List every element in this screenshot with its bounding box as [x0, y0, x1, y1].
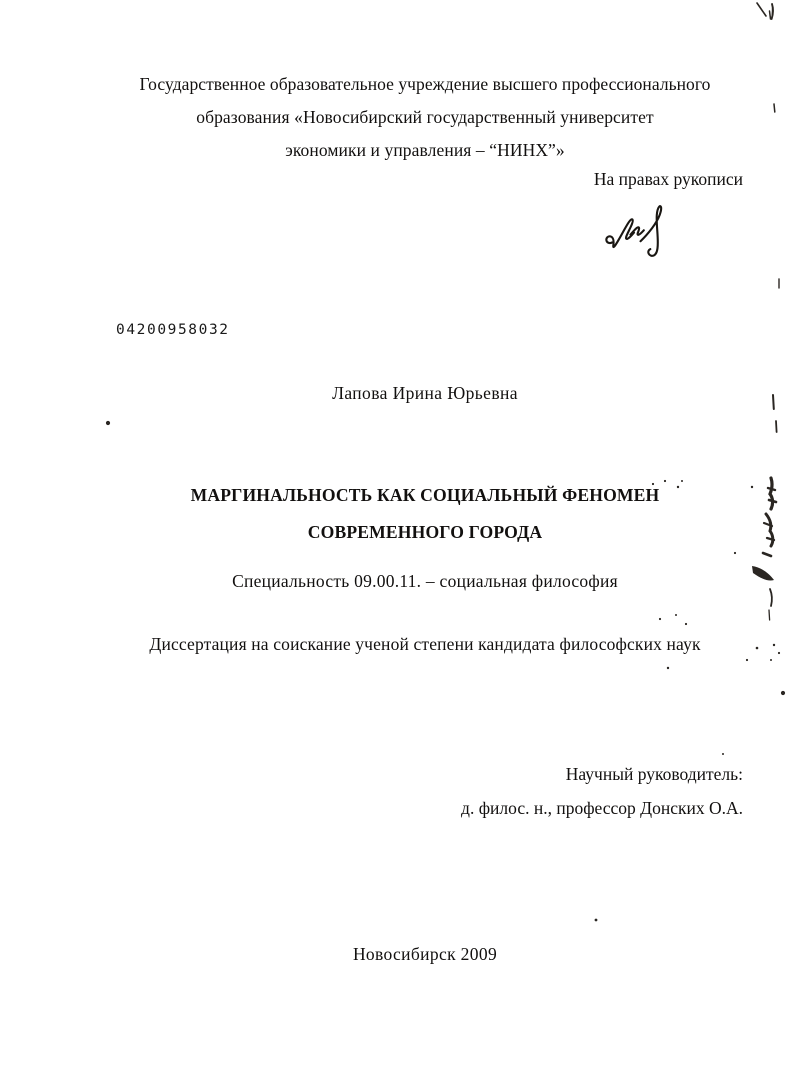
title-line-1: МАРГИНАЛЬНОСТЬ КАК СОЦИАЛЬНЫЙ ФЕНОМЕН — [190, 485, 660, 505]
author-name: Лапова Ирина Юрьевна — [332, 383, 518, 403]
supervisor-name: д. филос. н., профессор Донских О.А. — [461, 798, 743, 818]
specialty-line: Специальность 09.00.11. – социальная философия — [232, 571, 618, 591]
institution-line-1: Государственное образовательное учреждение высшего профессионального — [139, 74, 711, 94]
title-line-2: СОВРЕМЕННОГО ГОРОДА — [307, 522, 543, 542]
catalog-number: 04200958032 — [116, 322, 230, 338]
supervisor-label: Научный руководитель: — [565, 764, 743, 784]
degree-statement: Диссертация на соискание ученой степени кандидата философских наук — [149, 634, 701, 654]
institution-line-2: образования «Новосибирский государственный университет — [196, 107, 654, 127]
institution-line-3: экономики и управления – “НИНХ”» — [285, 140, 565, 160]
place-and-year: Новосибирск 2009 — [352, 944, 498, 964]
manuscript-rights-notice: На правах рукописи — [593, 169, 743, 189]
